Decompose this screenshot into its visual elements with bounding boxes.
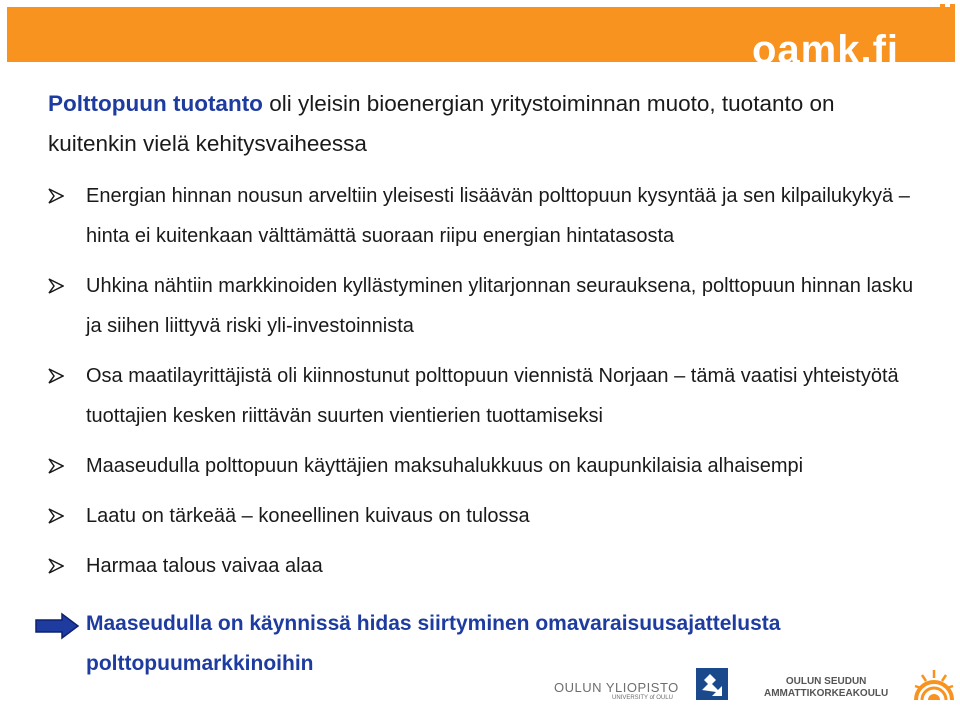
bullet-item	[44, 356, 924, 436]
intro-text: oli yleisin bioenergian yritystoiminnan muoto, tuotanto on kuitenkin vielä kehitysvaiheessa	[48, 91, 835, 156]
oamk-footer-logo	[764, 676, 888, 700]
university-of-oulu-subtitle: UNIVERSITY of OULU	[612, 695, 673, 701]
blue-arrow-icon	[34, 612, 80, 640]
oamk-logo: oamk.fi	[752, 28, 900, 72]
slide-content	[44, 84, 924, 684]
bullet-text: Energian hinnan nousun arveltiin yleisesti lisäävän polttopuun kysyntää ja sen kilpailukykyä – hinta ei kuitenkaan välttämättä suoraan riipu energian hintatasosta	[86, 185, 910, 247]
university-emblem-icon	[696, 668, 728, 700]
arrowhead-bullet-icon	[48, 188, 64, 204]
footer-logos	[550, 662, 960, 709]
banner-stripes-icon	[920, 4, 956, 62]
bullet-text: Maaseudulla polttopuun käyttäjien maksuhalukkuus on kaupunkilaisia alhaisempi	[86, 455, 804, 477]
arrowhead-bullet-icon	[48, 368, 64, 384]
arrowhead-bullet-icon	[48, 458, 64, 474]
intro-highlight: Polttopuun tuotanto	[48, 91, 263, 116]
bullet-text: Osa maatilayrittäjistä oli kiinnostunut polttopuun viennistä Norjaan – tämä vaatisi yhteistyötä tuottajien kesken riittävän suurten vientierien tuottamiseksi	[86, 365, 899, 427]
bullet-item	[44, 266, 924, 346]
bullet-item	[44, 546, 924, 586]
bullet-text: Laatu on tärkeää – koneellinen kuivaus on tulossa	[86, 505, 530, 527]
conclusion-text: Maaseudulla on käynnissä hidas siirtyminen omavaraisuusajattelusta polttopuumarkkinoihin	[86, 612, 781, 675]
oamk-sunrise-icon	[912, 666, 956, 702]
bullet-item	[44, 496, 924, 536]
bullet-text: Uhkina nähtiin markkinoiden kyllästyminen ylitarjonnan seurauksena, polttopuun hinnan lasku ja siihen liittyvä riski yli-investoinnista	[86, 275, 914, 337]
arrowhead-bullet-icon	[48, 558, 64, 574]
arrowhead-bullet-icon	[48, 508, 64, 524]
oamk-line-1: OULUN SEUDUN	[785, 676, 867, 687]
bullet-text: Harmaa talous vaivaa alaa	[86, 555, 323, 577]
arrowhead-bullet-icon	[48, 278, 64, 294]
intro-paragraph	[44, 84, 924, 164]
university-of-oulu-logo: OULUN YLIOPISTO	[554, 680, 679, 695]
bullet-item	[44, 176, 924, 256]
oamk-line-2: AMMATTIKORKEAKOULU	[764, 688, 889, 699]
bullet-item	[44, 446, 924, 486]
